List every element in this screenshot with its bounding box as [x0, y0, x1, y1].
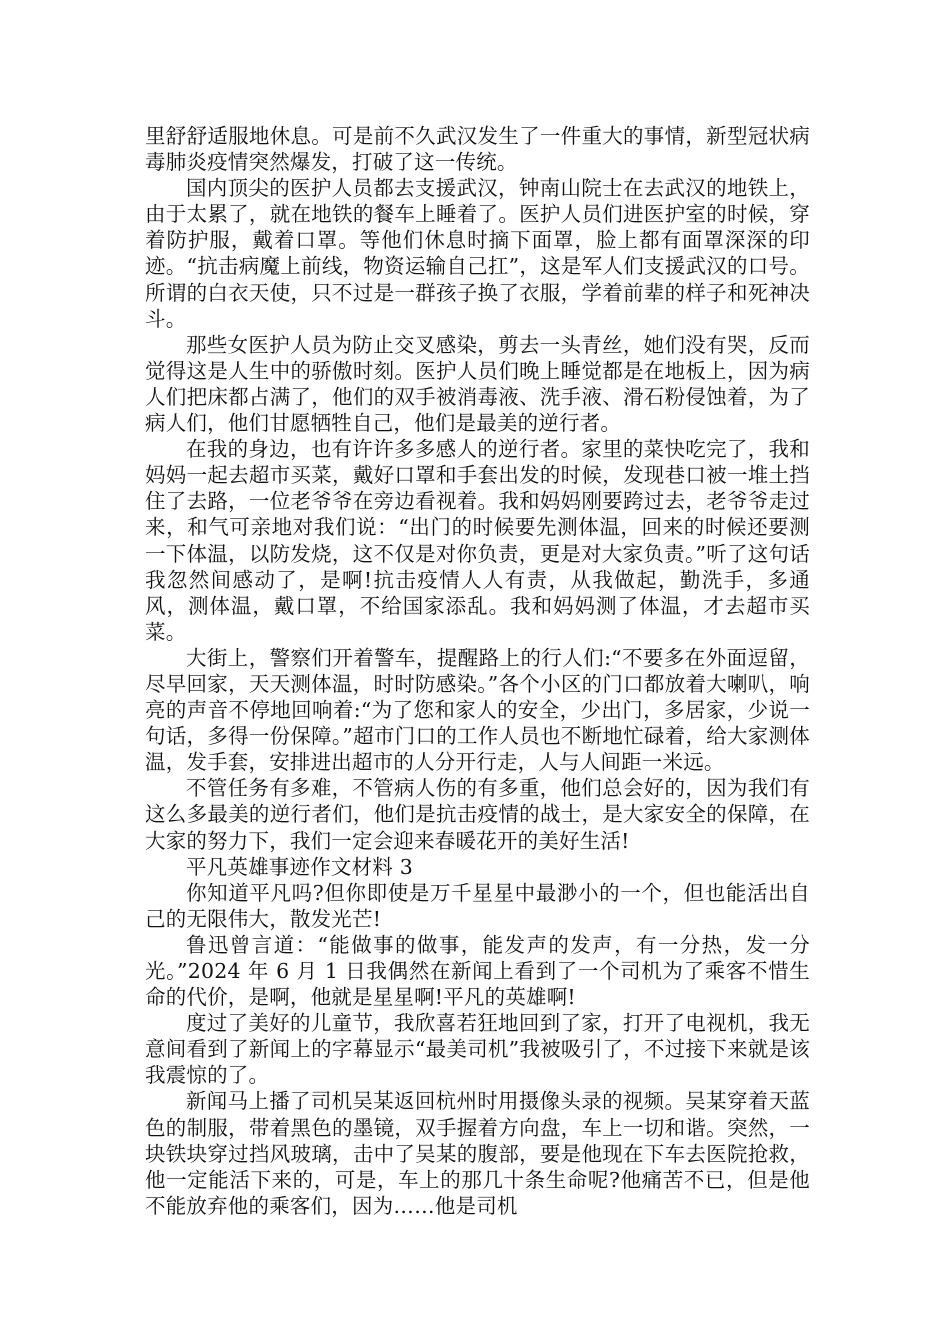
paragraph-7: 你知道平凡吗?但你即使是万千星星中最渺小的一个，但也能活出自己的无限伟大，散发光芒!: [145, 880, 810, 931]
paragraph-8: 鲁迅曾言道：“能做事的做事，能发声的发声，有一分热，发一分光。”2024 年 6 月 1 日我偶然在新闻上看到了一个司机为了乘客不惜生命的代价，是啊，他就是星星啊!平凡的英雄啊!: [145, 932, 810, 1010]
section-heading: 平凡英雄事迹作文材料 3: [186, 854, 413, 879]
paragraph-5: 大街上，警察们开着警车，提醒路上的行人们:“不要多在外面逗留，尽早回家，天天测体温，时时防感染。”各个小区的门口都放着大喇叭，响亮的声音不停地回响着:“为了您和家人的安全，少出门，多居家，少说一句话，多得一份保障。”超市门口的工作人员也不断地忙碌着，给大家测体温，发手套，安排进出超市的人分开行走，人与人间距一米远。: [145, 645, 810, 775]
paragraph-3: 那些女医护人员为防止交叉感染，剪去一头青丝，她们没有哭，反而觉得这是人生中的骄傲时刻。医护人员们晚上睡觉都是在地板上，因为病人们把床都占满了，他们的双手被消毒液、洗手液、滑石粉侵蚀着，为了病人们，他们甘愿牺牲自己，他们是最美的逆行者。: [145, 332, 810, 436]
paragraph-6: 不管任务有多难，不管病人伤的有多重，他们总会好的，因为我们有这么多最美的逆行者们，他们是抗击疫情的战士，是大家安全的保障，在大家的努力下，我们一定会迎来春暖花开的美好生活!: [145, 776, 810, 853]
paragraph-2: 国内顶尖的医护人员都去支援武汉，钟南山院士在去武汉的地铁上，由于太累了，就在地铁的餐车上睡着了。医护人员们进医护室的时候，穿着防护服，戴着口罩。等他们休息时摘下面罩，脸上都有面罩深深的印迹。“抗击病魔上前线，物资运输自己扛”，这是军人们支援武汉的口号。所谓的白衣天使，只不过是一群孩子换了衣服，学着前辈的样子和死神决斗。: [145, 176, 810, 331]
document-body: [145, 123, 810, 1219]
paragraph-10: 新闻马上播了司机吴某返回杭州时用摄像头录的视频。吴某穿着天蓝色的制服，带着黑色的墨镜，双手握着方向盘，车上一切和谐。突然，一块铁块穿过挡风玻璃，击中了吴某的腹部，要是他现在下车去医院抢救，他一定能活下来的，可是，车上的那几十条生命呢?他痛苦不已，但是他不能放弃他的乘客们，因为……他是司机: [145, 1089, 810, 1218]
paragraph-4: 在我的身边，也有许许多多感人的逆行者。家里的菜快吃完了，我和妈妈一起去超市买菜，戴好口罩和手套出发的时候，发现巷口被一堆土挡住了去路，一位老爷爷在旁边看视着。我和妈妈刚要跨过去，老爷爷走过来，和气可亲地对我们说：“出门的时候要先测体温，回来的时候还要测一下体温，以防发烧，这不仅是对你负责，更是对大家负责。”听了这句话我忽然间感动了，是啊!抗击疫情人人有责，从我做起，勤洗手，多通风，测体温，戴口罩，不给国家添乱。我和妈妈测了体温，才去超市买菜。: [145, 437, 810, 644]
paragraph-1: 里舒舒适服地休息。可是前不久武汉发生了一件重大的事情，新型冠状病毒肺炎疫情突然爆发，打破了这一传统。: [145, 124, 810, 175]
paragraph-9: 度过了美好的儿童节，我欣喜若狂地回到了家，打开了电视机，我无意间看到了新闻上的字幕显示“最美司机”我被吸引了，不过接下来就是该我震惊的了。: [145, 1011, 810, 1088]
